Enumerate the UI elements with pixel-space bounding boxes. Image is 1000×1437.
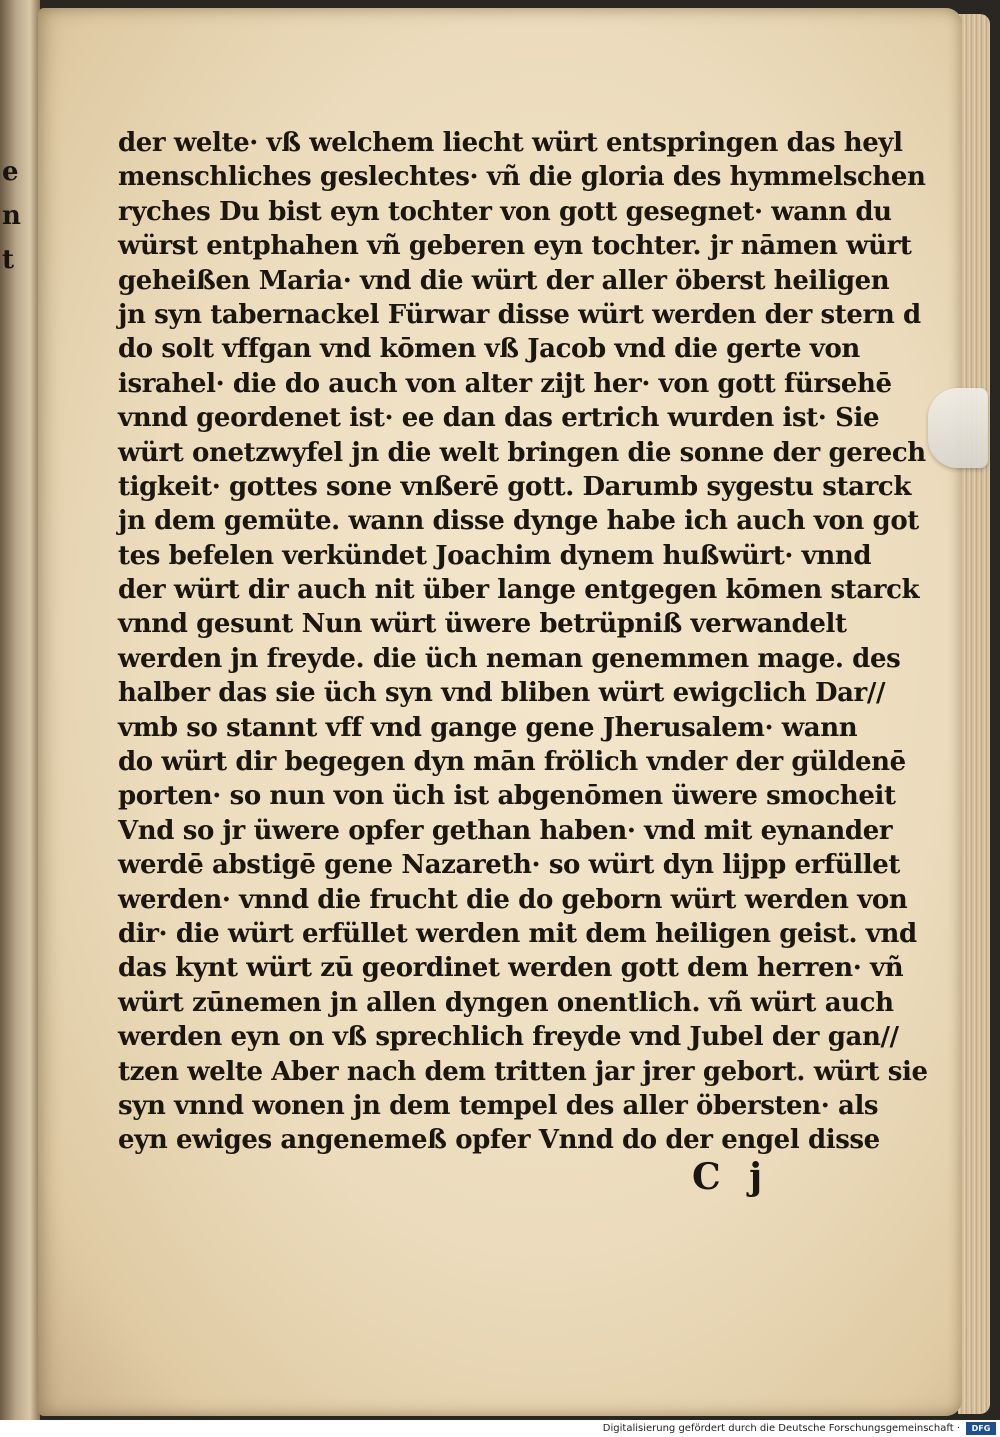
text-line: würt zūnemen jn allen dyngen onentlich. vñ würt auch — [118, 987, 894, 1018]
text-line: der würt dir auch nit über lange entgegen kōmen starck — [118, 575, 920, 606]
text-line: porten· so nun von üch ist abgenōmen üwere smocheit — [118, 781, 896, 812]
page-text-block — [118, 126, 928, 1158]
left-page-letter: e — [2, 157, 19, 187]
text-line: würst entphahen vñ geberen eyn tochter. jr nāmen würt — [118, 231, 912, 262]
text-line: tigkeit· gottes sone vnßerē gott. Darumb sygestu starck — [118, 471, 911, 502]
text-line: ryches Du bist eyn tochter von gott gesegnet· wann du — [118, 196, 892, 227]
page-edges — [958, 14, 990, 1414]
left-page-letters — [2, 150, 30, 282]
text-line: halber das sie üch syn vnd bliben würt ewigclich Dar// — [118, 678, 886, 709]
text-line: der welte· vß welchem liecht würt entspringen das heyl — [118, 128, 903, 158]
signature-mark: C j — [692, 1156, 771, 1198]
text-line: werden· vnnd die frucht die do geborn würt werden von — [118, 884, 908, 915]
text-line: tes befelen verkündet Joachim dynem hußwürt· vnnd — [118, 540, 872, 571]
text-line: tzen welte Aber nach dem tritten jar jrer gebort. würt sie — [118, 1056, 928, 1087]
text-line: dir· die würt erfüllet werden mit dem heiligen geist. vnd — [118, 918, 917, 949]
funding-credit: Digitalisierung gefördert durch die Deutsche Forschungsgemeinschaft · — [602, 1423, 960, 1434]
left-page-letter: n — [2, 201, 21, 231]
text-line: Vnd so jr üwere opfer gethan haben· vnd mit eynander — [118, 815, 893, 846]
text-line: werden eyn on vß sprechlich freyde vnd Jubel der gan// — [118, 1022, 899, 1053]
text-line: jn syn tabernackel Fürwar disse würt werden der stern d — [118, 299, 921, 330]
text-line: würt onetzwyfel jn die welt bringen die sonne der gerech — [118, 437, 926, 468]
text-line: vmb so stannt vff vnd gange gene Jherusalem· wann — [118, 712, 858, 743]
text-line: vnnd gesunt Nun würt üwere betrüpniß verwandelt — [118, 609, 847, 640]
left-page-letter: t — [2, 245, 15, 275]
left-page-edge — [0, 0, 40, 1420]
text-line: werdē abstigē gene Nazareth· so würt dyn lijpp erfüllet — [118, 850, 900, 881]
page-tab-marker — [928, 388, 988, 468]
text-line: geheißen Maria· vnd die würt der aller öberst heiligen — [118, 265, 890, 296]
text-line: israhel· die do auch von alter zijt her· von gott fürsehē — [118, 368, 892, 399]
text-line: eyn ewiges angenemeß opfer Vnnd do der engel disse — [118, 1125, 880, 1156]
text-line: vnnd geordenet ist· ee dan das ertrich wurden ist· Sie — [118, 403, 880, 434]
text-line: werden jn freyde. die üch neman genemmen mage. des — [118, 643, 901, 674]
dfg-logo: DFG — [966, 1422, 996, 1435]
text-line: do würt dir begegen dyn mān frölich vnder der güldenē — [118, 747, 906, 778]
text-line: do solt vffgan vnd kōmen vß Jacob vnd die gerte von — [118, 334, 860, 365]
text-line: menschliches geslechtes· vñ die gloria des hymmelschen — [118, 162, 926, 193]
footer-bar — [0, 1420, 1000, 1437]
text-line: jn dem gemüte. wann disse dynge habe ich auch von got — [118, 506, 919, 537]
text-line: syn vnnd wonen jn dem tempel des aller öbersten· als — [118, 1090, 879, 1121]
text-line: das kynt würt zū geordinet werden gott dem herren· vñ — [118, 953, 904, 984]
